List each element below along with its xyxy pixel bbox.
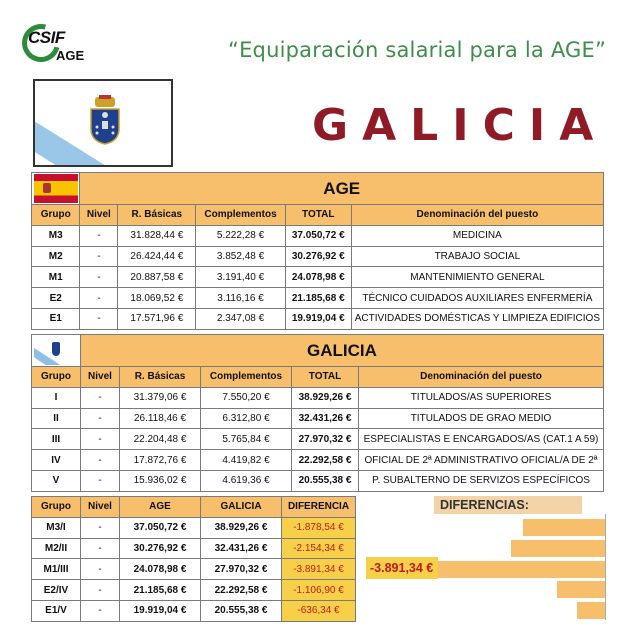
table-row [32,288,604,309]
table-row [32,538,356,559]
cell-grupo: IV [32,450,81,471]
cell-total: 22.292,58 € [292,450,359,471]
cell-complementos: 6.312,80 € [201,408,292,429]
cell-complementos: 5.765,84 € [201,429,292,450]
galicia-flag-image [33,79,173,167]
cell-complementos: 4.419,82 € [201,450,292,471]
table-row [32,470,604,491]
chart-bar-m3-i [523,519,605,536]
cell-nivel: - [81,559,120,580]
col-galicia: GALICIA [201,497,282,518]
cell-diferencia: -1.878,54 € [282,517,356,538]
cell-complementos: 4.619,36 € [201,470,292,491]
cell-total: 32.431,26 € [292,408,359,429]
cell-basicas: 17.571,96 € [118,308,196,329]
table-row [32,559,356,580]
cell-nivel: - [81,538,120,559]
cell-grupo: E1 [32,308,80,329]
galicia-band-row [32,335,604,367]
col-complementos: Complementos [201,367,292,388]
cell-grupo: M2/II [32,538,81,559]
col-total: TOTAL [285,205,351,226]
cell-complementos: 2.347,08 € [196,308,285,329]
cell-basicas: 26.424,44 € [118,246,196,267]
col-nivel: Nivel [81,497,120,518]
cell-diferencia: -1.106,90 € [282,580,356,601]
col-grupo: Grupo [32,367,81,388]
cell-puesto: TÉCNICO CUIDADOS AUXILIARES ENFERMERÍA [351,288,603,309]
col-grupo: Grupo [32,205,80,226]
age-band-title: AGE [80,173,604,205]
cell-complementos: 3.191,40 € [196,267,285,288]
cell-basicas: 17.872,76 € [120,450,201,471]
cell-age: 30.276,92 € [120,538,201,559]
chart-bar-e1-v [577,602,605,619]
cell-grupo: III [32,429,81,450]
cell-grupo: E2/IV [32,580,81,601]
table-row [32,580,356,601]
table-row [32,246,604,267]
region-title: GALICIA [312,100,608,151]
cell-basicas: 20.887,58 € [118,267,196,288]
cell-basicas: 15.936,02 € [120,470,201,491]
cell-nivel: - [80,246,118,267]
galicia-salary-table [31,334,604,492]
cell-grupo: M3 [32,225,80,246]
spain-flag-cell [32,173,80,205]
galicia-flag-icon [34,336,78,365]
cell-grupo: M2 [32,246,80,267]
chart-bar-m2-ii [511,540,605,557]
cell-galicia: 20.555,38 € [201,600,282,621]
col-nivel: Nivel [80,205,118,226]
cell-nivel: - [81,580,120,601]
table-row [32,450,604,471]
cell-puesto: ESPECIALISTAS E ENCARGADOS/AS (CAT.1 A 59) [359,429,604,450]
galicia-flag-cell [32,335,81,367]
galicia-coat-of-arms-icon [87,95,123,145]
table-row [32,600,356,621]
cell-grupo: I [32,387,81,408]
col-basicas: R. Básicas [120,367,201,388]
cell-basicas: 18.069,52 € [118,288,196,309]
cell-nivel: - [80,308,118,329]
table-row [32,308,604,329]
cell-grupo: M1/III [32,559,81,580]
cell-grupo: II [32,408,81,429]
chart-title: DIFERENCIAS: [434,496,582,514]
galicia-header-row [32,367,604,388]
col-grupo: Grupo [32,497,81,518]
cell-galicia: 38.929,26 € [201,517,282,538]
cell-complementos: 7.550,20 € [201,387,292,408]
spain-flag-icon [34,174,78,203]
col-basicas: R. Básicas [118,205,196,226]
cell-complementos: 5.222,28 € [196,225,285,246]
cell-grupo: E1/V [32,600,81,621]
logo-age-text: AGE [56,48,85,63]
age-band-row [32,173,604,205]
chart-highlight-label: -3.891,34 € [366,557,438,579]
logo-csif-text: CSIF [28,28,65,47]
cell-galicia: 27.970,32 € [201,559,282,580]
cell-total: 24.078,98 € [285,267,351,288]
cell-nivel: - [80,288,118,309]
cell-puesto: MANTENIMIENTO GENERAL [351,267,603,288]
age-header-row [32,205,604,226]
cell-diferencia: -636,34 € [282,600,356,621]
cell-galicia: 22.292,58 € [201,580,282,601]
chart-bar-e2-iv [557,581,605,598]
cell-age: 37.050,72 € [120,517,201,538]
cell-puesto: TITULADOS/AS SUPERIORES [359,387,604,408]
cell-nivel: - [81,517,120,538]
cell-diferencia: -2.154,34 € [282,538,356,559]
table-row [32,387,604,408]
col-puesto: Denominación del puesto [351,205,603,226]
table-row [32,267,604,288]
chart-axis [605,514,606,620]
col-total: TOTAL [292,367,359,388]
galicia-band-title: GALICIA [81,335,604,367]
table-row [32,408,604,429]
cell-nivel: - [81,450,120,471]
table-row [32,225,604,246]
cell-puesto: MEDICINA [351,225,603,246]
cell-complementos: 3.116,16 € [196,288,285,309]
cell-grupo: E2 [32,288,80,309]
cell-nivel: - [80,267,118,288]
cell-nivel: - [81,470,120,491]
cell-nivel: - [81,429,120,450]
cell-puesto: TITULADOS DE GRAO MEDIO [359,408,604,429]
cell-nivel: - [81,387,120,408]
cell-basicas: 31.828,44 € [118,225,196,246]
cell-puesto: P. SUBALTERNO DE SERVIZOS ESPECÍFICOS [359,470,604,491]
diff-header-row [32,497,356,518]
cell-age: 19.919,04 € [120,600,201,621]
col-age: AGE [120,497,201,518]
csif-logo [22,22,92,68]
cell-total: 27.970,32 € [292,429,359,450]
cell-basicas: 31.379,06 € [120,387,201,408]
cell-nivel: - [81,408,120,429]
cell-grupo: M1 [32,267,80,288]
cell-puesto: ACTIVIDADES DOMÉSTICAS Y LIMPIEZA EDIFICIOS [351,308,603,329]
cell-complementos: 3.852,48 € [196,246,285,267]
cell-diferencia: -3.891,34 € [282,559,356,580]
cell-nivel: - [81,600,120,621]
headline: “Equiparación salarial para la AGE” [228,38,607,62]
cell-total: 38.929,26 € [292,387,359,408]
differences-chart [366,496,606,620]
col-diferencia: DIFERENCIA [282,497,356,518]
col-complementos: Complementos [196,205,285,226]
col-nivel: Nivel [81,367,120,388]
cell-total: 20.555,38 € [292,470,359,491]
cell-puesto: TRABAJO SOCIAL [351,246,603,267]
table-row [32,517,356,538]
cell-basicas: 26.118,46 € [120,408,201,429]
cell-grupo: M3/I [32,517,81,538]
cell-puesto: OFICIAL DE 2ª ADMINISTRATIVO OFICIAL/A DE 2ª [359,450,604,471]
table-row [32,429,604,450]
cell-total: 30.276,92 € [285,246,351,267]
cell-age: 24.078,98 € [120,559,201,580]
chart-bar-m1-iii [435,561,605,578]
cell-total: 19.919,04 € [285,308,351,329]
cell-total: 37.050,72 € [285,225,351,246]
cell-galicia: 32.431,26 € [201,538,282,559]
cell-grupo: V [32,470,81,491]
cell-age: 21.185,68 € [120,580,201,601]
cell-total: 21.185,68 € [285,288,351,309]
cell-nivel: - [80,225,118,246]
col-puesto: Denominación del puesto [359,367,604,388]
age-salary-table [31,172,604,330]
cell-basicas: 22.204,48 € [120,429,201,450]
difference-table [31,496,356,622]
